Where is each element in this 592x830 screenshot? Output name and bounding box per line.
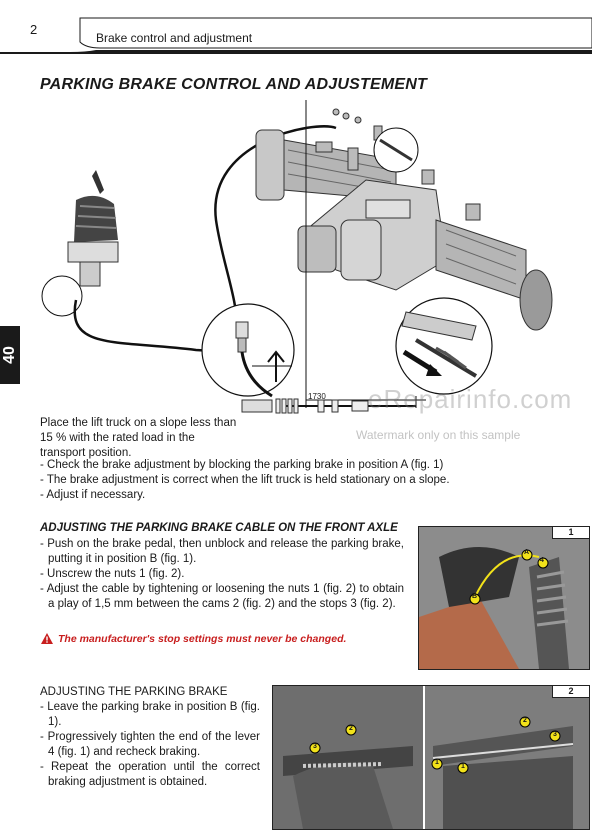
section-title: ADJUSTING THE PARKING BRAKE — [40, 686, 228, 698]
list-item: - Adjust if necessary. — [40, 489, 146, 501]
warning-note — [40, 632, 346, 645]
intro-paragraph: Place the lift truck on a slope less than 15 % with the rated load in the transport position. — [40, 417, 237, 459]
list-item: - Leave the parking brake in position B (fig. 1). — [40, 701, 260, 728]
callout-a: A — [524, 549, 530, 556]
figure-label: 1 — [552, 527, 589, 539]
check-list — [40, 458, 500, 503]
chapter-tab — [0, 326, 20, 384]
figure-1-photo — [418, 526, 590, 670]
page-number: 2 — [30, 22, 38, 37]
callout-3: 3 — [553, 731, 557, 738]
warning-text: The manufacturer's stop settings must never be changed. — [58, 632, 347, 645]
figure-label: 2 — [552, 686, 589, 698]
step-list — [40, 700, 260, 790]
list-item: - Push on the brake pedal, then unblock and release the parking brake, putting it in position B (fig. 1). — [40, 538, 404, 565]
watermark: eRepairinfo.com — [368, 384, 573, 414]
list-item: - Adjust the cable by tightening or loosening the nuts 1 (fig. 2) to obtain a play of 1,5 mm between the cams 2 (fig. 2) and the stops 3 (fig. 2). — [40, 583, 404, 610]
callout-3: 3 — [313, 743, 317, 750]
lever-detail-circle — [42, 276, 82, 316]
callout-1: 1 — [435, 759, 439, 766]
list-item: - Check the brake adjustment by blocking the parking brake in position A (fig. 1) — [40, 459, 444, 471]
figure-1-illustration — [419, 527, 589, 669]
callout-2: 2 — [523, 717, 527, 724]
chapter-number: 40 — [0, 346, 18, 364]
warning-icon — [40, 632, 54, 645]
list-item: - The brake adjustment is correct when the lift truck is held stationary on a slope. — [40, 474, 450, 486]
watermark-caption: Watermark only on this sample — [356, 428, 521, 442]
list-item: - Repeat the operation until the correct braking adjustment is obtained. — [40, 761, 260, 788]
header-swoosh — [0, 12, 592, 56]
figure-2-photo — [272, 685, 590, 830]
page-title: PARKING BRAKE CONTROL AND ADJUSTEMENT — [40, 76, 427, 93]
callout-2: 2 — [349, 725, 353, 732]
cable-length-label: 1730 — [308, 392, 326, 401]
parking-brake-lever — [68, 170, 118, 286]
list-item: - Unscrew the nuts 1 (fig. 2). — [40, 568, 185, 580]
cable-fitting-detail — [202, 304, 294, 396]
callout-4: 4 — [540, 557, 544, 564]
step-list — [40, 537, 404, 612]
list-item: - Progressively tighten the end of the lever 4 (fig. 1) and recheck braking. — [40, 731, 260, 758]
figure-2-illustration — [273, 686, 589, 829]
axle-mount-detail — [396, 298, 492, 394]
callout-b: B — [472, 593, 478, 600]
header-title: Brake control and adjustment — [96, 31, 253, 45]
section-title: ADJUSTING THE PARKING BRAKE CABLE ON THE FRONT AXLE — [40, 522, 398, 534]
callout-1: 1 — [461, 763, 465, 770]
